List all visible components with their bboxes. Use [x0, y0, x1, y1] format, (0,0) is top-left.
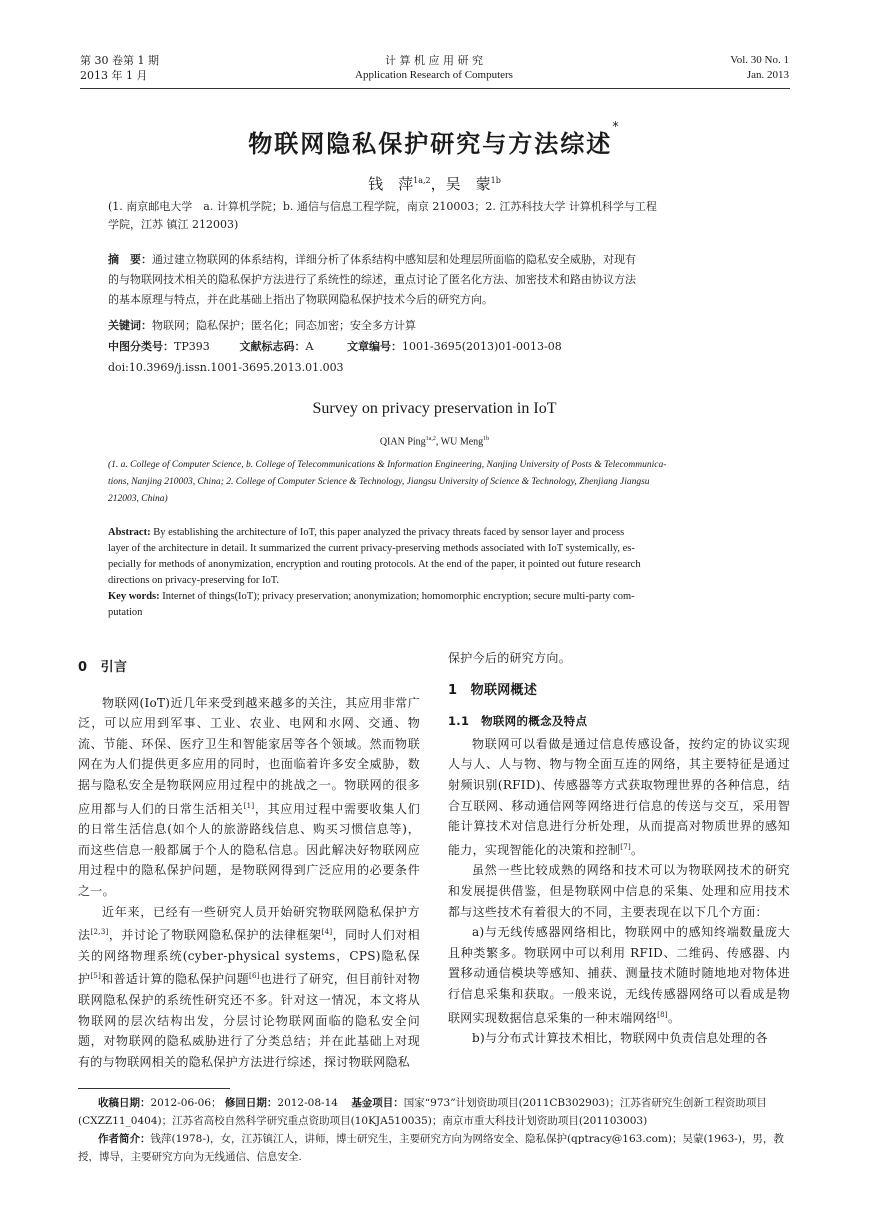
- left-column: [78, 658, 420, 1072]
- paragraph-text: 也进行了研究，但目前针对物联网隐私保护的系统性研究还不多。针对这一情况，本文将从物联网的层次结构出发，分层讨论物联网面临的隐私安全问题，对物联网的隐私威胁进行了分类总结；并在此基础上对现有的与物联网相关的隐私保护方法进行综述，探讨物联网隐私: [78, 972, 420, 1069]
- issue-date-en: Jan. 2013: [746, 69, 789, 81]
- citation: [8]: [657, 1010, 668, 1019]
- author-bio-text: 授，博导，主要研究方向为无线通信、信息安全.: [78, 1151, 302, 1163]
- abstract-text-en: directions on privacy-preserving for IoT.: [108, 575, 279, 586]
- author-affil-mark: 1a,2: [413, 176, 431, 185]
- article-number-value: 1001-3695(2013)01-0013-08: [402, 340, 562, 353]
- author-separator: ，: [430, 175, 446, 193]
- citation: [6]: [249, 972, 260, 981]
- journal-name-cn: 计 算 机 应 用 研 究: [385, 54, 483, 67]
- affiliation-line-en: tions, Nanjing 210003, China; 2. College of Computer Science & Technology, Jiangsu University of Science & Technology, Zhenjiang Jiangsu: [108, 477, 650, 487]
- doc-code-value: A: [305, 340, 314, 353]
- abstract-text-en: layer of the architecture in detail. It summarized the current privacy-preserving methods associated with IoT systemically, es-: [108, 543, 635, 554]
- journal-issue: [80, 53, 159, 83]
- subsection-heading: 1.1 物联网的概念及特点: [448, 714, 588, 729]
- paragraph: [78, 902, 420, 1073]
- abstract-text-en: pecially for methods of anonymization, encryption and routing protocols. At the end of the paper, it pointed out future research: [108, 559, 641, 570]
- citation: [1]: [243, 801, 255, 810]
- keywords-text-en: Internet of things(IoT); privacy preservation; anonymization; homomorphic encryption; secure multi-party com-: [162, 591, 635, 602]
- keywords-text-en: putation: [108, 607, 143, 618]
- clc-label: 中图分类号：: [108, 340, 174, 353]
- paragraph-text: ，其应用过程中需要收集人们的日常生活信息(如个人的旅游路线信息、购买习惯信息等)，而这些信息一般都属于个人的隐私信息。因此解决好物联网应用过程中的隐私保护问题，是物联网得到广泛应用的必要条件之一。: [78, 801, 421, 898]
- doi: doi:10.3969/j.issn.1001-3695.2013.01.003: [108, 361, 344, 374]
- keywords-label-en: Key words:: [108, 591, 160, 602]
- author-list: [0, 173, 869, 194]
- paragraph-text: 物联网可以看做是通过信息传感设备，按约定的协议实现人与人、人与物、物与物全面互连的网络，其主要特征是通过射频识别(RFID)、传感器等方式获取物理世界的各种信息，结合互联网、移动通信网等网络进行信息的传送与交互，采用智能计算技术对信息进行分析处理，从而提高对物质世界的感知能力，实现智能化的决策和控制: [448, 736, 790, 857]
- affiliation-line-en: 212003, China): [108, 494, 168, 504]
- received-label: 收稿日期：: [98, 1097, 151, 1109]
- abstract-en: [108, 525, 768, 621]
- paragraph-text: 和普适计算的隐私保护问题: [101, 972, 250, 987]
- paragraph-text: 。: [631, 842, 644, 857]
- paragraph-text: 物联网(IoT)近几年来受到越来越多的关注，其应用非常广泛，可以应用到军事、工业、农业、电网和水网、交通、物流、节能、环保、医疗卫生和智能家居等各个领域。然而物联网在为人们提供更多应用的同时，也面临着许多安全威胁，数据与隐私安全是物联网应用过程中的挑战之一。物联网的很多应用都与人们的日常生活相关: [78, 695, 420, 816]
- section-heading: 1 物联网概述: [448, 682, 538, 698]
- paper-title: [0, 120, 869, 159]
- affiliation-line-en: (1. a. College of Computer Science, b. College of Telecommunications & Information Engineering, Nanjing University of Posts & Telecommunica-: [108, 460, 667, 470]
- clc-value: TP393: [174, 340, 210, 353]
- journal-name-en: Application Research of Computers: [355, 69, 513, 81]
- abstract-label-en: Abstract:: [108, 527, 151, 538]
- paragraph: [448, 734, 790, 861]
- paragraph: [448, 922, 790, 1028]
- revised-label: 修回日期：: [224, 1097, 278, 1109]
- right-column: [448, 648, 790, 1049]
- author-name-en: QIAN Ping: [379, 436, 426, 448]
- header-rule: [80, 88, 790, 89]
- issue-date: 2013 年 1 月: [80, 69, 148, 82]
- author-name: 钱 萍: [368, 175, 414, 193]
- english-authors: QIAN Ping$^{1a,2}$, WU Meng$^{1b}$: [379, 436, 490, 448]
- funding-label: 基金项目：: [351, 1097, 404, 1109]
- paragraph: 虽然一些比较成熟的网络和技术可以为物联网技术的研究和发展提供借鉴，但是物联网中信息的采集、处理和应用技术都与这些技术有着很大的不同，主要表现在以下几个方面：: [448, 863, 790, 919]
- paragraph-text: a)与无线传感器网络相比，物联网中的感知终端数量庞大且种类繁多。物联网中可以利用 RFID、二维码、传感器、内置移动通信模块等感知、捕获、测量技术随时随地地对物体进行信息采集和获取。一般来说，无线传感器网络可以看成是物联网实现数据信息采集的一种末端网络: [448, 925, 790, 1025]
- english-title: Survey on privacy preservation in IoT: [312, 400, 557, 417]
- abstract-text: 的基本原理与特点，并在此基础上指出了物联网隐私保护技术今后的研究方向。: [108, 293, 493, 306]
- abstract-text: 的与物联网技术相关的隐私保护方法进行了系统性的综述，重点讨论了匿名化方法、加密技术和路由协议方法: [108, 273, 636, 286]
- affiliation-en: [108, 457, 768, 508]
- funding-text: 国家“973”计划资助项目(2011CB302903)；江苏省研究生创新工程资助项目: [403, 1097, 767, 1109]
- abstract-label: 摘 要：: [108, 253, 152, 266]
- author-name: 吴 蒙: [445, 175, 491, 193]
- citation: [7]: [620, 842, 632, 851]
- author-affil-mark: 1a,2: [425, 436, 436, 442]
- revised-date: 2012-08-14: [277, 1097, 338, 1109]
- keywords-text: 物联网；隐私保护；匿名化；同态加密；安全多方计算: [152, 319, 416, 332]
- abstract-text: 通过建立物联网的体系结构，详细分析了体系结构中感知层和处理层所面临的隐私安全威胁，对现有: [152, 253, 636, 266]
- section-heading: 0 引言: [78, 660, 128, 675]
- author-affil-mark: 1b: [483, 436, 490, 442]
- author-bio-text: 钱萍(1978-)，女，江苏镇江人，讲师，博士研究生，主要研究方向为网络安全、隐私保护(qptracy@163.com)；吴蒙(1963-)，男，教: [150, 1133, 784, 1145]
- paragraph-text: ，同时人们对相关的网络物理系统(cyber-physical systems，CPS)隐私保护: [78, 928, 420, 987]
- paragraph: [78, 693, 420, 902]
- footnote: [78, 1094, 790, 1166]
- journal-issue-en: [730, 53, 789, 83]
- affiliation-line: 学院，江苏 镇江 212003): [108, 218, 239, 231]
- paragraph-text: 近年来，已经有一些研究人员开始研究物联网隐私保护方法: [78, 904, 420, 943]
- citation: [2,3]: [90, 928, 109, 937]
- abstract-cn: [108, 250, 768, 310]
- funding-text: (CXZZ11_0404)；江苏省高校自然科学研究重点资助项目(10KJA510035)；南京市重大科技计划资助项目(201103003): [78, 1115, 648, 1127]
- issue-volume: 第 30 卷第 1 期: [80, 54, 159, 67]
- paper-title-text: 物联网隐私保护研究与方法综述: [248, 130, 613, 158]
- journal-name: [284, 53, 584, 83]
- doc-code-label: 文献标志码：: [239, 340, 306, 353]
- affiliation-line: (1. 南京邮电大学 a. 计算机学院；b. 通信与信息工程学院，南京 210003；2. 江苏科技大学 计算机科学与工程: [108, 200, 657, 213]
- author-name-en: WU Meng: [440, 436, 484, 448]
- affiliation-cn: [108, 198, 768, 234]
- received-date: 2012-06-06；: [150, 1097, 222, 1109]
- paragraph-text: 。: [667, 1010, 681, 1025]
- footnote-rule: [78, 1088, 230, 1089]
- author-affil-mark: 1b: [490, 176, 501, 185]
- citation: [5]: [90, 972, 102, 981]
- author-bio-label: 作者简介：: [98, 1133, 151, 1145]
- title-footnote-mark: *: [612, 120, 621, 135]
- paragraph-text: ，并讨论了物联网隐私保护的法律框架: [108, 928, 322, 943]
- keywords-label: 关键词：: [108, 319, 152, 332]
- paragraph-continued: 保护今后的研究方向。: [448, 651, 572, 665]
- issue-volume-en: Vol. 30 No. 1: [730, 54, 789, 66]
- keywords-cn: [108, 317, 768, 335]
- paragraph: b)与分布式计算技术相比，物联网中负责信息处理的各: [472, 1031, 768, 1046]
- citation: [4]: [321, 928, 333, 937]
- abstract-text-en: By establishing the architecture of IoT, this paper analyzed the privacy threats faced by sensor layer and process: [153, 527, 625, 538]
- article-number-label: 文章编号：: [347, 340, 402, 353]
- classification-line: [108, 338, 768, 356]
